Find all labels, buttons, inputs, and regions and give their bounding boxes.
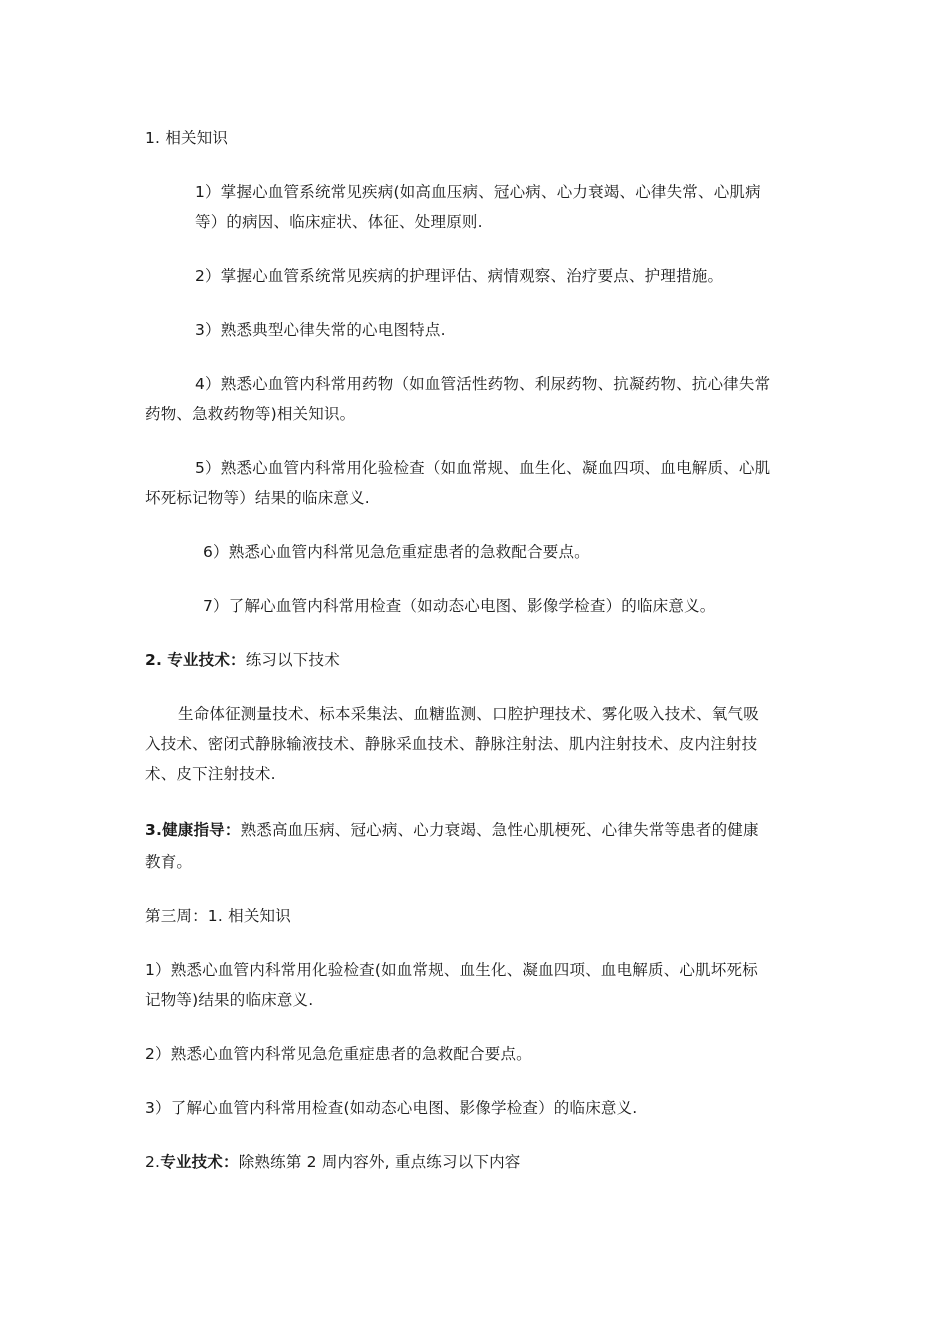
list-item-continuation: 药物、急救药物等)相关知识。 bbox=[145, 405, 356, 423]
list-item: 4）熟悉心血管内科常用药物（如血管活性药物、利尿药物、抗凝药物、抗心律失常 bbox=[195, 375, 771, 393]
paragraph-line: 生命体征测量技术、标本采集法、血糖监测、口腔护理技术、雾化吸入技术、氧气吸 bbox=[178, 705, 759, 723]
list-item: 3）了解心血管内科常用检查(如动态心电图、影像学检查）的临床意义. bbox=[145, 1099, 638, 1117]
section-heading bbox=[145, 1152, 521, 1172]
list-item: 5）熟悉心血管内科常用化验检查（如血常规、血生化、凝血四项、血电解质、心肌 bbox=[195, 459, 771, 477]
section-number: 2. bbox=[145, 1153, 161, 1171]
section-heading bbox=[145, 820, 759, 840]
section-number: 2. bbox=[145, 651, 163, 669]
list-item: 2）熟悉心血管内科常见急危重症患者的急救配合要点。 bbox=[145, 1045, 532, 1063]
section-heading bbox=[145, 650, 340, 670]
paragraph-line: 术、皮下注射技术. bbox=[145, 765, 276, 783]
section-subtitle: 练习以下技术 bbox=[245, 651, 340, 669]
list-item-continuation: 等）的病因、临床症状、体征、处理原则. bbox=[195, 213, 483, 231]
section-text: 熟悉高血压病、冠心病、心力衰竭、急性心肌梗死、心律失常等患者的健康 bbox=[240, 821, 759, 839]
list-item-continuation: 记物等)结果的临床意义. bbox=[145, 991, 314, 1009]
list-item: 2）掌握心血管系统常见疾病的护理评估、病情观察、治疗要点、护理措施。 bbox=[195, 267, 724, 285]
paragraph-line: 入技术、密闭式静脉输液技术、静脉采血技术、静脉注射法、肌内注射技术、皮内注射技 bbox=[145, 735, 758, 753]
section-title: 3.健康指导： bbox=[145, 821, 241, 839]
list-item: 3）熟悉典型心律失常的心电图特点. bbox=[195, 321, 446, 339]
list-item: 1）熟悉心血管内科常用化验检查(如血常规、血生化、凝血四项、血电解质、心肌坏死标 bbox=[145, 961, 758, 979]
section-heading: 1. 相关知识 bbox=[145, 129, 229, 147]
week-heading: 第三周：1. 相关知识 bbox=[145, 907, 291, 925]
list-item-continuation: 坏死标记物等）结果的临床意义. bbox=[145, 489, 370, 507]
section-text: 除熟练第 2 周内容外, 重点练习以下内容 bbox=[238, 1153, 521, 1171]
section-title: 专业技术： bbox=[167, 651, 246, 669]
list-item: 7）了解心血管内科常用检查（如动态心电图、影像学检查）的临床意义。 bbox=[203, 597, 716, 615]
section-title: 专业技术： bbox=[160, 1153, 239, 1171]
paragraph-line: 教育。 bbox=[145, 853, 193, 871]
list-item: 6）熟悉心血管内科常见急危重症患者的急救配合要点。 bbox=[203, 543, 590, 561]
list-item: 1）掌握心血管系统常见疾病(如高血压病、冠心病、心力衰竭、心律失常、心肌病 bbox=[195, 183, 761, 201]
